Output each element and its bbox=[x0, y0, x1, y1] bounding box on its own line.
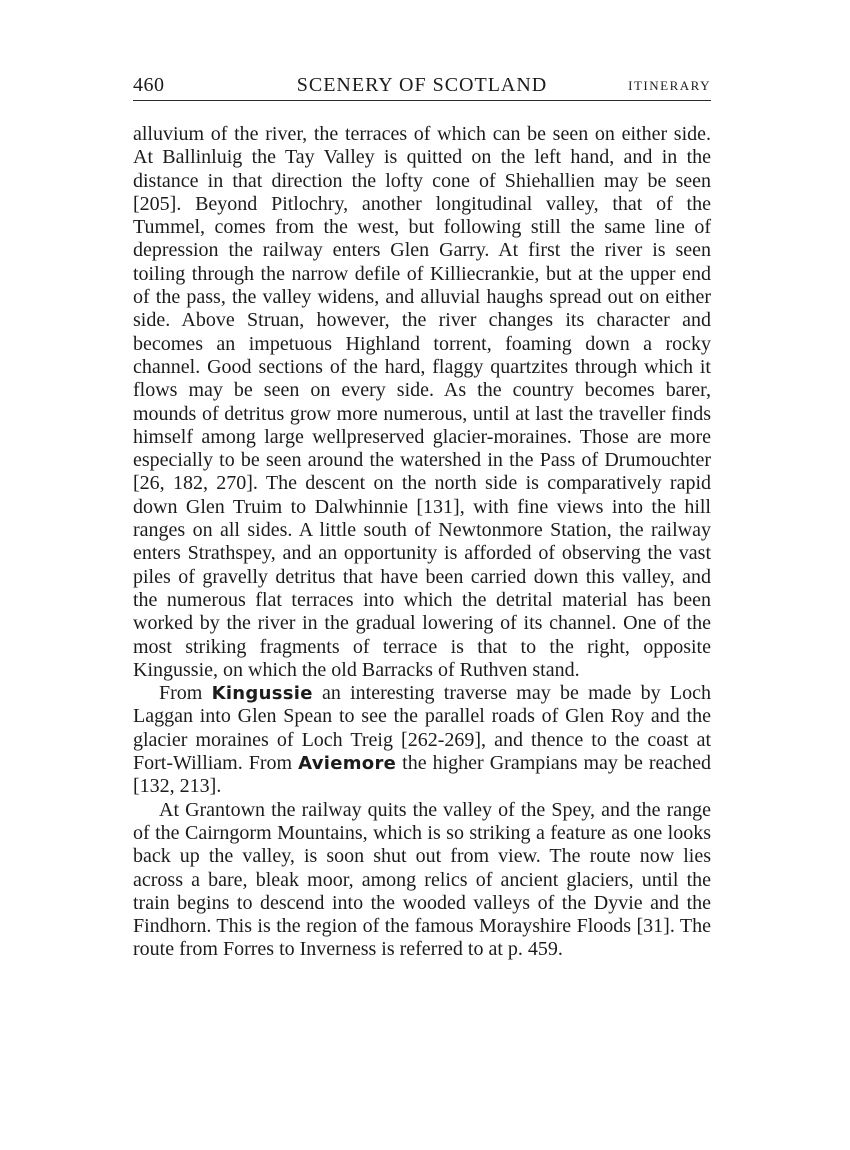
book-page bbox=[133, 70, 711, 962]
page-number: 460 bbox=[133, 74, 165, 96]
paragraph-kingussie bbox=[133, 682, 711, 798]
place-name-aviemore: Aviemore bbox=[298, 753, 397, 775]
paragraph-continued: alluvium of the river, the terraces of which can be seen on either side. At Ballinluig the Tay Valley is quitted on the left hand, and in the distance in that direction the lofty cone of Shiehallien may be seen [205]. Beyond Pitlochry, another longitudinal valley, that of the Tummel, comes from the west, but following still the same line of depression the railway enters Glen Garry. At first the river is seen toiling through the narrow defile of Killiecrankie, but at the upper end of the pass, the valley widens, and alluvial haughs spread out on either side. Above Struan, however, the river changes its character and becomes an impetuous Highland torrent, foaming down a rocky channel. Good sections of the hard, flaggy quartzites through which it flows may be seen on every side. As the country becomes barer, mounds of detritus grow more numerous, until at last the traveller finds himself among large wellpreserved glacier-moraines. Those are more especially to be seen around the watershed in the Pass of Drumouchter [26, 182, 270]. The descent on the north side is comparatively rapid down Glen Truim to Dalwhinnie [131], with fine views into the hill ranges on all sides. A little south of Newtonmore Station, the railway enters Strathspey, and an opportunity is afforded of observing the vast piles of gravelly detritus that have been carried down this valley, and the numerous flat terraces into which the detrital material has been worked by the river in the gradual lowering of its channel. One of the most striking fragments of terrace is that to the right, opposite Kingussie, on which the old Barracks of Ruthven stand. bbox=[133, 123, 711, 681]
para2-text-middle: an interesting traverse may be made by Loch Laggan into Glen Spean to see the parallel roads of Glen Roy and the glacier moraines of Loch Treig [262-269], and thence to the coast at Fort-William. From bbox=[133, 682, 711, 775]
section-label: ITINERARY bbox=[628, 78, 711, 93]
para2-text-start: From bbox=[159, 682, 212, 705]
running-title: SCENERY OF SCOTLAND bbox=[296, 74, 548, 96]
place-name-kingussie: Kingussie bbox=[211, 683, 313, 705]
paragraph-grantown: At Grantown the railway quits the valley of the Spey, and the range of the Cairngorm Mountains, which is so striking a feature as one looks back up the valley, is soon shut out from view. The route now lies across a bare, bleak moor, among relics of ancient glaciers, until the train begins to descend into the wooded valleys of the Dyvie and the Findhorn. This is the region of the famous Morayshire Floods [31]. The route from Forres to Inverness is referred to at p. 459. bbox=[133, 798, 711, 961]
running-head bbox=[133, 70, 711, 101]
body-text bbox=[133, 123, 711, 962]
para2-text-end: the higher Grampians may be reached [132, 213]. bbox=[133, 752, 712, 798]
